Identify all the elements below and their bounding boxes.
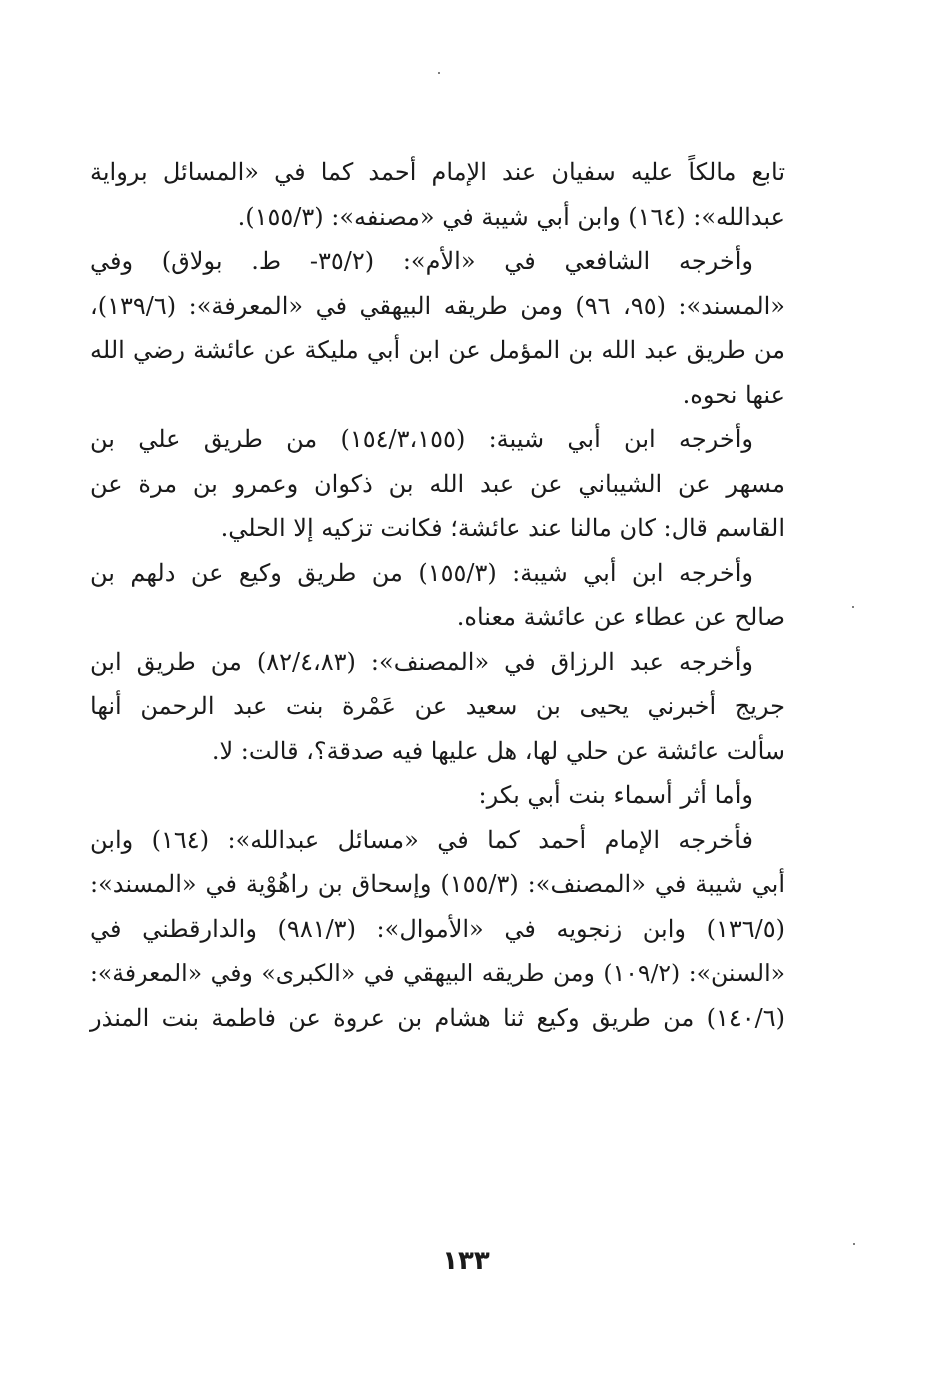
text-line: من طريق عبد الله بن المؤمل عن ابن أبي مليكة عن عائشة رضي الله — [90, 336, 785, 364]
text-line: «المسند»: (٩٥، ٩٦) ومن طريقه البيهقي في «المعرفة»: (١٣٩/٦)، — [90, 291, 785, 320]
text-line: وأما أثر أسماء بنت أبي بكر: — [478, 781, 753, 809]
text-line: جريج أخبرني يحيى بن سعيد عن عَمْرة بنت عبد الرحمن أنها — [90, 692, 785, 720]
scan-speck — [438, 72, 440, 74]
text-line: «السنن»: (١٠٩/٢) ومن طريقه البيهقي في «الكبرى» وفي «المعرفة»: — [90, 959, 785, 987]
text-line: مسهر عن الشيباني عن عبد الله بن ذكوان وعمرو بن مرة عن — [90, 469, 785, 498]
text-line: عنها نحوه. — [682, 380, 785, 409]
text-line: تابع مالكاً عليه سفيان عند الإمام أحمد كما في «المسائل برواية — [90, 158, 785, 186]
text-line: القاسم قال: كان مالنا عند عائشة؛ فكانت تزكيه إلا الحلي. — [220, 514, 785, 542]
text-line: أبي شيبة في «المصنف»: (١٥٥/٣) وإسحاق بن راهُوْية في «المسند»: — [90, 870, 785, 898]
text-line: وأخرجه الشافعي في «الأم»: (٣٥/٢- ط. بولاق) وفي — [90, 247, 753, 275]
page-number: ١٣٣ — [442, 1246, 490, 1276]
text-line: صالح عن عطاء عن عائشة معناه. — [456, 603, 785, 631]
scan-speck — [852, 606, 854, 608]
scan-speck — [853, 1243, 855, 1245]
text-line: (١٣٦/٥) وابن زنجويه في «الأموال»: (٩٨١/٣) والدارقطني في — [90, 914, 785, 943]
text-line: وأخرجه ابن أبي شيبة: (١٥٤/٣،١٥٥) من طريق علي بن — [90, 425, 753, 453]
text-line: فأخرجه الإمام أحمد كما في «مسائل عبدالله»: (١٦٤) وابن — [90, 825, 753, 854]
text-line: وأخرجه ابن أبي شيبة: (١٥٥/٣) من طريق وكيع عن دلهم بن — [90, 558, 754, 587]
text-line: وأخرجه عبد الرزاق في «المصنف»: (٨٢/٤،٨٣) من طريق ابن — [90, 647, 754, 676]
text-line: سألت عائشة عن حلي لها، هل عليها فيه صدقة؟، قالت: لا. — [211, 736, 785, 765]
text-line: عبدالله»: (١٦٤) وابن أبي شيبة في «مصنفه»: (١٥٥/٣). — [237, 202, 785, 231]
text-line: (١٤٠/٦) من طريق وكيع ثنا هشام بن عروة عن فاطمة بنت المنذر — [90, 1003, 785, 1032]
body-text — [90, 150, 785, 1040]
